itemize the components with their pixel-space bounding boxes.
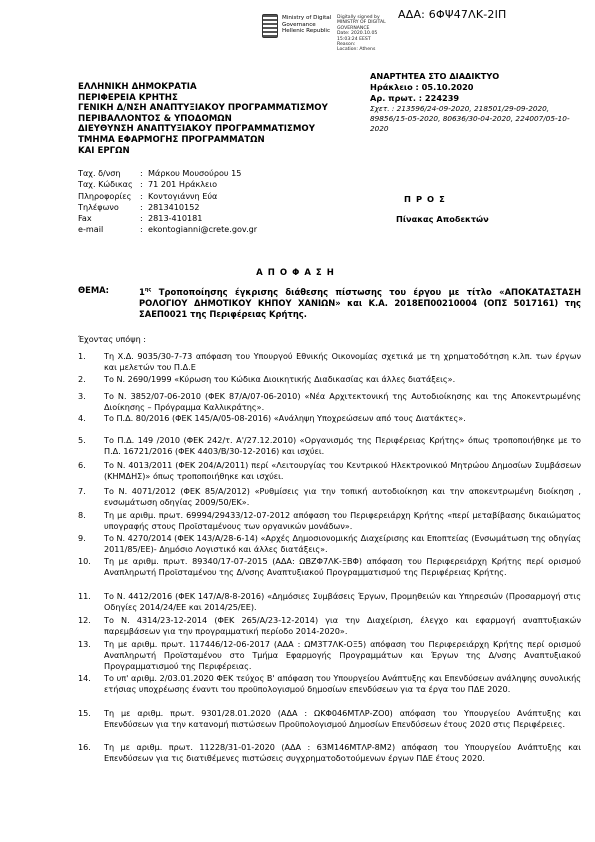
subject-text [139, 285, 581, 320]
item-text: Τη με αριθμ. πρωτ. 11228/31-01-2020 (ΑΔΑ : 63Μ146ΜΤΛΡ-8Μ2) απόφαση του Υπουργείου Ανάπτυξης και Επενδύσεων για τις διατιθέμενες πιστώσεις συγχρηματοδοτούμενων έργων ΠΔΕ έτους 2020. [104, 742, 581, 763]
decision-title: ΑΠΟΦΑΣΗ [256, 268, 339, 278]
signature-line: 15:03:24 EEST [337, 36, 371, 42]
list-item [78, 510, 581, 532]
signature-line: Location: Athens [337, 47, 376, 53]
item-text: Τη Χ.Δ. 9035/30-7-73 απόφαση του Υπουργού Εθνικής Οικονομίας σχετικά με τη χρηματοδότηση κ.λπ. των έργων και μελετών του Π.Δ.Ε [104, 351, 581, 372]
contact-row: Ταχ. Κώδικας : 71 201 Ηράκλειο [78, 179, 218, 190]
issuer-line: ΕΛΛΗΝΙΚΗ ΔΗΜΟΚΡΑΤΙΑ [78, 82, 197, 92]
item-text: Το Ν. 4071/2012 (ΦΕΚ 85/Α/2012) «Ρυθμίσεις για την τοπική αυτοδιοίκηση και την αποκεντρωμένη διοίκηση , ενσωμάτωση οδηγίας 2009/50/ΕΚ». [104, 486, 581, 507]
list-item [78, 591, 581, 613]
list-item [78, 742, 581, 764]
subject-body: Τροποποίησης έγκρισης διάθεσης πίστωσης του έργου με τίτλο «ΑΠΟΚΑΤΑΣΤΑΣΗ ΡΟΛΟΓΙΟΥ ΔΗΜΟΤΙΚΟΥ ΚΗΠΟΥ ΧΑΝΙΩΝ» και Κ.Α. 2018ΕΠ00210004 (ΟΠΣ 5017161) της ΣΑΕΠ0021 της Περιφέρειας Κρήτης. [139, 286, 581, 320]
list-item [78, 486, 581, 508]
item-text: Τη με αριθμ. πρωτ. 69994/29433/12-07-2012 απόφαση του Περιφερειάρχη Κρήτης «περί μεταβίβασης δικαιώματος υπογραφής στους Προϊσταμένους των οργανικών μονάδων». [104, 510, 581, 531]
issuer-line: ΚΑΙ ΕΡΓΩΝ [78, 145, 130, 156]
subject-label: ΘΕΜΑ: [78, 285, 110, 295]
contact-value: 2813-410181 [148, 213, 203, 224]
list-item [78, 639, 581, 672]
subject-number: 1 [139, 286, 145, 297]
recipient-name: Πίνακας Αποδεκτών [396, 214, 489, 224]
issuer-header [78, 82, 328, 156]
list-item [78, 435, 581, 457]
item-text: Το υπ' αριθμ. 2/03.01.2020 ΦΕΚ τεύχος Β' απόφαση του Υπουργείου Ανάπτυξης και Επενδύσεων ανάληψης συνολικής ετήσιας υποχρέωσης έναντι του προϋπολογισμού δημοσίων επενδύσεων για τα έργα του ΠΔΕ 2020. [104, 673, 581, 694]
contact-key: Ταχ. δ/νση [78, 168, 121, 178]
item-text: Τη με αριθμ. πρωτ. 89340/17-07-2015 (ΑΔΑ: ΩΒΖΦ7ΛΚ-ΞΒΦ) απόφαση του Περιφερειάρχη Κρήτης περί ορισμού Αναπληρωτή Προϊσταμένου της Δ/νσης Αναπτυξιακού Προγραμματισμού της Περιφέρειας Κρήτης. [104, 556, 581, 577]
contact-key: Fax [78, 213, 92, 224]
contact-value: Μάρκου Μουσούρου 15 [148, 168, 242, 178]
list-item [78, 615, 581, 637]
item-text: Το Ν. 4013/2011 (ΦΕΚ 204/Α/2011) περί «Λειτουργίας του Κεντρικού Ηλεκτρονικού Μητρώου Δημοσίων Συμβάσεων (ΚΗΜΔΗΣ)» όπως τροποποιήθηκε και ισχύει. [104, 460, 581, 481]
ministry-line: Ministry of Digital [282, 15, 332, 21]
item-number: 3. [78, 391, 86, 401]
contact-key: Τηλέφωνο [78, 201, 119, 212]
contact-row: Πληροφορίες : Κοντογιάννη Εύα [78, 190, 218, 201]
protocol-number: Αρ. πρωτ. : 224239 [370, 93, 460, 103]
contact-key: Ταχ. Κώδικας [78, 179, 133, 190]
subject-number-suffix: ης [144, 287, 152, 293]
ministry-line: Governance [282, 21, 316, 28]
contact-key: e-mail [78, 224, 104, 235]
contact-value: 71 201 Ηράκλειο [148, 179, 218, 190]
contact-row: Ταχ. δ/νση : Μάρκου Μουσούρου 15 [78, 168, 242, 178]
contact-row: e-mail : ekontogianni@crete.gov.gr [78, 224, 258, 235]
item-number: 16. [78, 742, 91, 752]
item-number: 5. [78, 435, 86, 445]
issuer-line: ΓΕΝΙΚΗ Δ/ΝΣΗ ΑΝΑΠΤΥΞΙΑΚΟΥ ΠΡΟΓΡΑΜΜΑΤΙΣΜΟΥ [78, 103, 328, 114]
list-item [78, 413, 581, 424]
contact-row: Fax : 2813-410181 [78, 213, 203, 224]
contact-value: Κοντογιάννη Εύα [148, 190, 218, 201]
posted-online-label: ΑΝΑΡΤΗΤΕΑ ΣΤΟ ΔΙΑΔΙΚΤΥΟ [370, 71, 500, 81]
item-number: 9. [78, 533, 86, 543]
item-text: Το Ν. 4314/23-12-2014 (ΦΕΚ 265/Α/23-12-2014) για την Διαχείριση, έλεγχο και εφαρμογή αναπτυξιακών παρεμβάσεων για την προγραμματική περίοδο 2014-2020». [104, 615, 581, 636]
ada-code: ΑΔΑ: 6ΦΨ47ΛΚ-2ΙΠ [398, 8, 507, 21]
item-text: Το Ν. 2690/1999 «Κύρωση του Κώδικα Διοικητικής Διαδικασίας και άλλες διατάξεις». [104, 374, 456, 384]
issuer-line: ΔΙΕΥΘΥΝΣΗ ΑΝΑΠΤΥΞΙΑΚΟΥ ΠΡΟΓΡΑΜΜΑΤΙΣΜΟΥ [78, 124, 315, 135]
signature-line: Reason: [337, 42, 356, 48]
list-item [78, 391, 581, 413]
signature-line: GOVERNANCE [337, 25, 370, 31]
contact-details [78, 168, 257, 236]
list-item [78, 533, 581, 555]
item-number: 12. [78, 615, 91, 625]
contact-value: 2813410152 [148, 201, 200, 212]
recipient-heading: ΠΡΟΣ [404, 194, 450, 204]
item-number: 2. [78, 374, 86, 384]
issuer-line: ΠΕΡΙΒΑΛΛΟΝΤΟΣ & ΥΠΟΔΟΜΩΝ [78, 113, 232, 124]
item-text: Το Π.Δ. 149 /2010 (ΦΕΚ 242/τ. Α'/27.12.2010) «Οργανισμός της Περιφέρειας Κρήτης» όπως τροποποιήθηκε με το Π.Δ. 16721/2016 (ΦΕΚ 4403/Β/30-12-2016) και ισχύει. [104, 435, 581, 456]
document-info [370, 71, 580, 134]
item-number: 4. [78, 413, 86, 423]
item-number: 15. [78, 708, 91, 718]
item-number: 8. [78, 510, 86, 520]
item-text: Το Ν. 3852/07-06-2010 (ΦΕΚ 87/Α/07-06-2010) «Νέα Αρχιτεκτονική της Αυτοδιοίκησης και της Αποκεντρωμένης Διοίκησης – Πρόγραμμα Καλλικράτης». [104, 391, 581, 412]
list-item [78, 673, 581, 695]
digital-signature [337, 15, 386, 53]
contact-key: Πληροφορίες [78, 190, 132, 201]
issuer-line: ΤΜΗΜΑ ΕΦΑΡΜΟΓΗΣ ΠΡΟΓΡΑΜΜΑΤΩΝ [78, 134, 265, 145]
government-logo-icon [262, 14, 278, 38]
ministry-line: Hellenic Republic [282, 28, 331, 34]
considerations-intro: Έχοντας υπόψη : [78, 334, 146, 344]
item-number: 14. [78, 673, 91, 683]
item-text: Το Π.Δ. 80/2016 (ΦΕΚ 145/Α/05-08-2016) «Ανάληψη Υποχρεώσεων από τους Διατάκτες». [104, 413, 466, 423]
list-item [78, 460, 581, 482]
item-text: Τη με αριθμ. πρωτ. 117446/12-06-2017 (ΑΔΑ : ΩΜ3Τ7ΛΚ-ΟΞ5) απόφαση του Περιφερειάρχη Κρήτης περί ορισμού Αναπληρωτή Προϊσταμένου στο Τμήμα Εφαρμογής Προγραμμάτων και Έργων της Δ/νσης Αναπτυξιακού Προγραμματισμού της Περιφέρειας. [104, 639, 581, 671]
ministry-label [282, 15, 331, 35]
item-text: Το Ν. 4270/2014 (ΦΕΚ 143/Α/28-6-14) «Αρχές Δημοσιονομικής Διαχείρισης και Εποπτείας (Ενσωμάτωση της οδηγίας 2011/85/ΕΕ)- Δημόσιο Λογιστικό και άλλες διατάξεις». [104, 533, 581, 554]
item-number: 1. [78, 351, 86, 361]
list-item [78, 556, 581, 578]
related-references: Σχετ. : 213596/24-09-2020, 218501/29-09-2020, 89856/15-05-2020, 80636/30-04-2020, 224007/05-10-2020 [370, 104, 570, 133]
item-number: 6. [78, 460, 86, 470]
item-text: Το Ν. 4412/2016 (ΦΕΚ 147/Α/8-8-2016) «Δημόσιες Συμβάσεις Έργων, Προμηθειών και Υπηρεσιών (Προσαρμογή στις Οδηγίες 2014/24/ΕΕ και 2014/25/ΕΕ). [104, 591, 581, 612]
signature-line: Digitally signed by [337, 15, 380, 20]
item-text: Τη με αριθμ. πρωτ. 9301/28.01.2020 (ΑΔΑ : ΩΚΦ046ΜΤΛΡ-ΖΟ0) απόφαση του Υπουργείου Ανάπτυξης και Επενδύσεων για την κατανομή πιστώσεων Προϋπολογισμού Δημοσίων Επενδύσεων έτους 2020 στις Περιφέρειες. [104, 708, 581, 729]
item-number: 7. [78, 486, 86, 496]
list-item [78, 374, 581, 385]
contact-row: Τηλέφωνο : 2813410152 [78, 201, 200, 212]
list-item [78, 351, 581, 373]
signature-line: Date: 2020.10.05 [337, 31, 378, 37]
item-number: 10. [78, 556, 91, 566]
document-date: Ηράκλειο : 05.10.2020 [370, 82, 474, 92]
signature-line: MINISTRY OF DIGITAL [337, 20, 386, 26]
item-number: 11. [78, 591, 91, 601]
list-item [78, 708, 581, 730]
issuer-line: ΠΕΡΙΦΕΡΕΙΑ ΚΡΗΤΗΣ [78, 92, 178, 103]
contact-email[interactable]: ekontogianni@crete.gov.gr [148, 224, 258, 235]
item-number: 13. [78, 639, 91, 649]
